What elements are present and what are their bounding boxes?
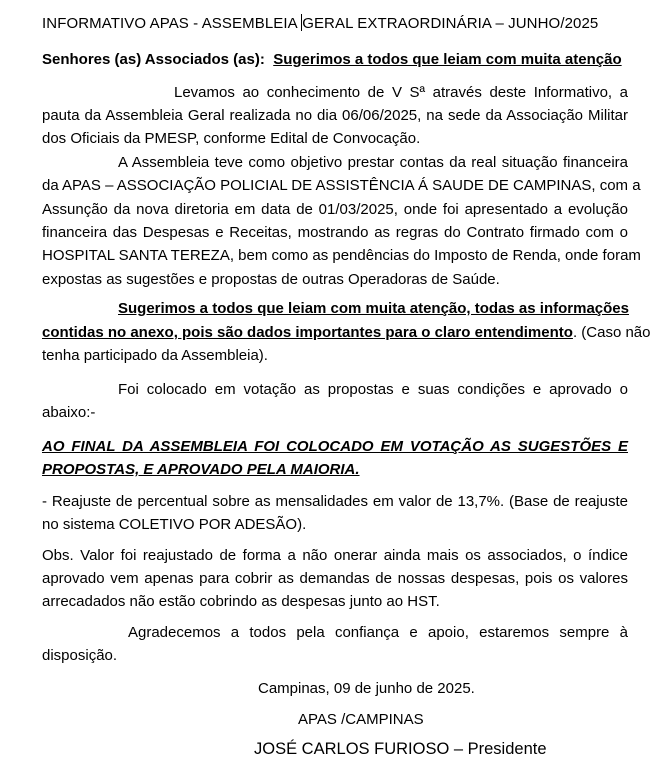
paragraph1-line1: Levamos ao conhecimento de V Sª através deste Informativo, a: [174, 84, 628, 101]
adjustment-line1: - Reajuste de percentual sobre as mensalidades em valor de 13,7%. (Base de reajuste: [42, 493, 628, 510]
note-line2: aprovado vem apenas para cobrir as demandas de nossas despesas, pois os valores: [42, 570, 628, 587]
title-part-1: INFORMATIVO APAS - ASSEMBLEIA: [42, 15, 302, 32]
greeting-highlight: Sugerimos a todos que leiam com muita atenção: [273, 51, 622, 68]
paragraph1-line2: pauta da Assembleia Geral realizada no dia 06/06/2025, na sede da Associação Militar: [42, 107, 628, 124]
thanks-line1: Agradecemos a todos pela confiança e apoio, estaremos sempre à: [128, 624, 628, 641]
paragraph3-line2-bold: contidas no anexo, pois são dados importantes para o claro entendimento: [42, 324, 573, 341]
title-part-2: GERAL EXTRAORDINÁRIA – JUNHO/2025: [302, 15, 599, 32]
paragraph1-line3: dos Oficiais da PMESP, conforme Edital de Convocação.: [42, 130, 421, 147]
thanks-line2: disposição.: [42, 647, 118, 664]
paragraph2-line6: expostas as sugestões e propostas de outras Operadoras de Saúde.: [42, 271, 500, 288]
closing-organization: APAS /CAMPINAS: [298, 711, 424, 728]
document-title: [42, 14, 628, 32]
greeting-salutation: Senhores (as) Associados (as):: [42, 51, 265, 68]
note-line3: arrecadados não estão cobrindo as despesas junto ao HST.: [42, 593, 440, 610]
paragraph3-line1: Sugerimos a todos que leiam com muita atenção, todas as informações: [118, 300, 629, 317]
greeting: [42, 51, 628, 68]
paragraph4-line2: abaixo:-: [42, 404, 96, 421]
paragraph3-line2: [42, 321, 651, 345]
announcement-line2: PROPOSTAS, E APROVADO PELA MAIORIA.: [42, 461, 360, 478]
paragraph3-line3: tenha participado da Assembleia).: [42, 347, 268, 364]
announcement-line1: AO FINAL DA ASSEMBLEIA FOI COLOCADO EM VOTAÇÃO AS SUGESTÕES E: [42, 438, 628, 455]
paragraph4-line1: Foi colocado em votação as propostas e suas condições e aprovado o: [118, 381, 628, 398]
paragraph2-line2: da APAS – ASSOCIAÇÃO POLICIAL DE ASSISTÊNCIA Á SAUDE DE CAMPINAS, com a: [42, 177, 641, 194]
paragraph2-line4: financeira das Despesas e Receitas, mostrando as regras do Contrato firmado com o: [42, 224, 628, 241]
closing-place-date: Campinas, 09 de junho de 2025.: [258, 680, 475, 697]
adjustment-line2: no sistema COLETIVO POR ADESÃO).: [42, 516, 307, 533]
paragraph3-line2-rest: . (Caso não: [572, 324, 651, 341]
paragraph2-line3: Assunção da nova diretoria em data de 01/03/2025, onde foi apresentado a evolução: [42, 201, 628, 218]
note-line1: Obs. Valor foi reajustado de forma a não onerar ainda mais os associados, o índice: [42, 547, 628, 564]
paragraph2-line5: HOSPITAL SANTA TEREZA, bem como as pendências do Imposto de Renda, onde foram: [42, 247, 641, 264]
closing-signatory: JOSÉ CARLOS FURIOSO – Presidente: [254, 740, 547, 758]
paragraph2-line1: A Assembleia teve como objetivo prestar contas da real situação financeira: [118, 154, 628, 171]
